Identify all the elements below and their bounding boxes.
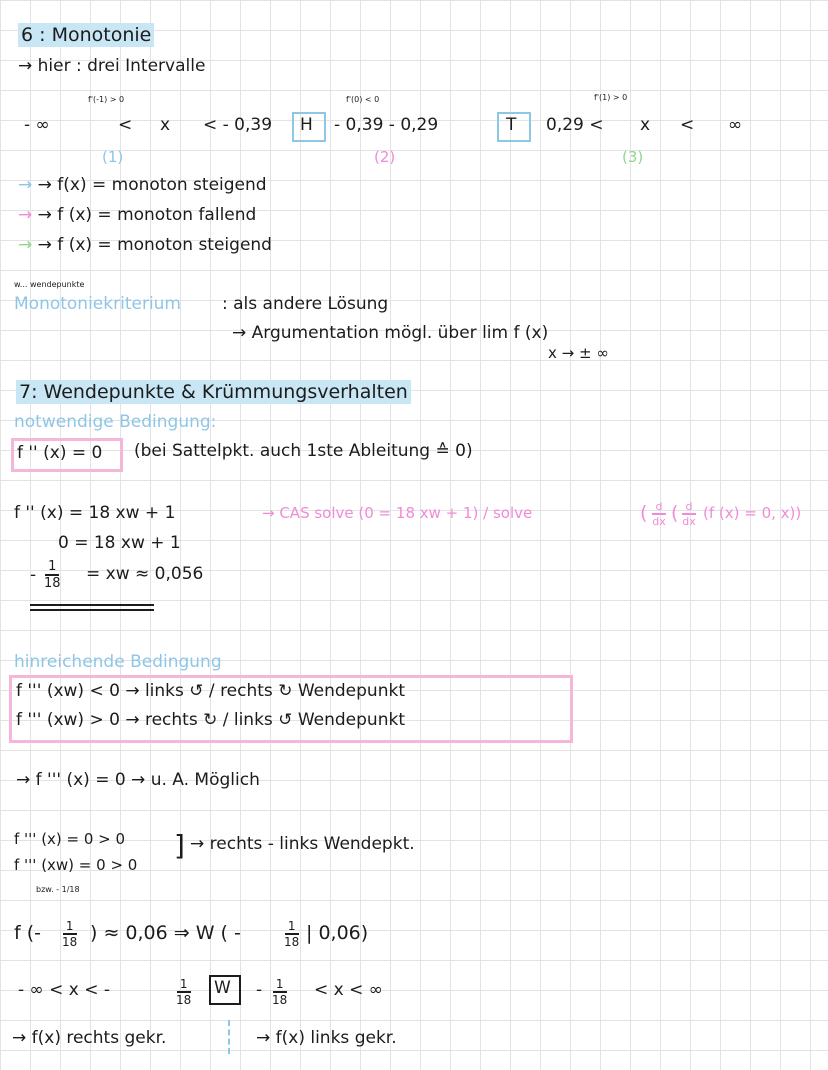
deriv-note-1: f'(-1) > 0 [88,95,125,104]
interval-middle: - 0,39 - 0,29 [334,115,439,135]
curvature-interval-mid: - [256,980,263,1000]
interval-label-1: (1) [102,148,124,166]
interval-lt-2: < [680,115,695,135]
separator-dashed [228,1020,230,1054]
curvature-interval-right: < x < ∞ [314,980,383,1000]
right-left-inflection: → rechts - links Wendepkt. [190,834,415,854]
saddle-note: (bei Sattelpkt. auch 1ste Ableitung ≙ 0) [134,441,473,461]
equation-2: 0 = 18 xw + 1 [58,533,181,553]
interval-pos-inf: ∞ [728,115,743,135]
cas-deriv-call: (f (x) = 0, x)) [703,504,802,522]
argument-line: → Argumentation mögl. über lim f (x) [232,323,549,343]
interval-label-2: (2) [374,148,396,166]
interval-x-2: x [640,115,651,135]
cas-note: → CAS solve (0 = 18 xw + 1) / solve [262,504,533,522]
deriv-note-3: f'(1) > 0 [594,93,628,102]
equation-1: f '' (x) = 18 xw + 1 [14,503,176,523]
result-underline-2 [30,609,154,611]
f-value-right: ) ≈ 0,06 ⇒ W ( - [90,922,241,944]
curvature-fraction-2: 1 18 [272,977,288,1007]
third-derivative-line-1: f ''' (x) = 0 > 0 [14,830,126,848]
result-3: → → f (x) = monoton steigend [18,235,272,255]
limit-subscript: x → ± ∞ [548,344,609,362]
condition-formula: f '' (x) = 0 [17,443,103,463]
cas-frac-outer: d dx [652,500,666,528]
curvature-right: → f(x) rechts gekr. [12,1028,167,1048]
sufficient-condition-label: hinreichende Bedingung [14,652,222,672]
interval-neg-inf: - ∞ [24,115,50,135]
third-derivative-zero: → f ''' (x) = 0 → u. A. Möglich [16,770,260,790]
minimum-label: T [506,115,517,135]
criterion-label: Monotoniekriterium [14,294,181,314]
curvature-left: → f(x) links gekr. [256,1028,397,1048]
equation-3-minus: - [30,565,37,585]
bracket: ] [174,829,185,862]
result-underline-1 [30,604,154,606]
section-6-heading: 6 : Monotonie [18,26,154,45]
w-note: w... wendepunkte [14,280,85,289]
third-derivative-line-2: f ''' (xw) = 0 > 0 [14,856,138,874]
criterion-text: : als andere Lösung [222,294,389,314]
interval-x-1: x [160,115,171,135]
interval-lt-value: < - 0,39 [203,115,273,135]
result-1: → → f(x) = monoton steigend [18,175,267,195]
intervals-intro: → hier : drei Intervalle [18,56,206,76]
w-point-end: | 0,06) [306,922,369,944]
interval-right-value: 0,29 < [546,115,604,135]
sufficient-condition-2: f ''' (xw) > 0 → rechts ↻ / links ↺ Wendepunkt [16,710,405,730]
curvature-fraction-1: 1 18 [176,977,192,1007]
f-value-left: f (- [14,922,41,944]
maximum-label: H [300,115,313,135]
inflection-label: W [214,978,231,998]
interval-label-3: (3) [622,148,644,166]
necessary-condition-label: notwendige Bedingung: [14,412,217,432]
f-value-fraction: 1 18 [62,919,78,949]
cas-open-paren-2: ( [671,502,679,524]
bzw-note: bzw. - 1/18 [36,885,80,894]
w-point-fraction: 1 18 [284,919,300,949]
curvature-interval-left: - ∞ < x < - [18,980,110,1000]
section-7-heading: 7: Wendepunkte & Krümmungsverhalten [16,383,411,402]
cas-frac-inner: d dx [682,500,696,528]
interval-lt-1: < [118,115,133,135]
deriv-note-2: f'(0) < 0 [346,95,380,104]
cas-open-paren: ( [640,502,648,524]
result-2: → → f (x) = monoton fallend [18,205,257,225]
sufficient-condition-1: f ''' (xw) < 0 → links ↺ / rechts ↻ Wendepunkt [16,681,405,701]
equation-3-rest: = xw ≈ 0,056 [86,564,204,584]
equation-3-fraction: 1 18 [44,559,61,591]
